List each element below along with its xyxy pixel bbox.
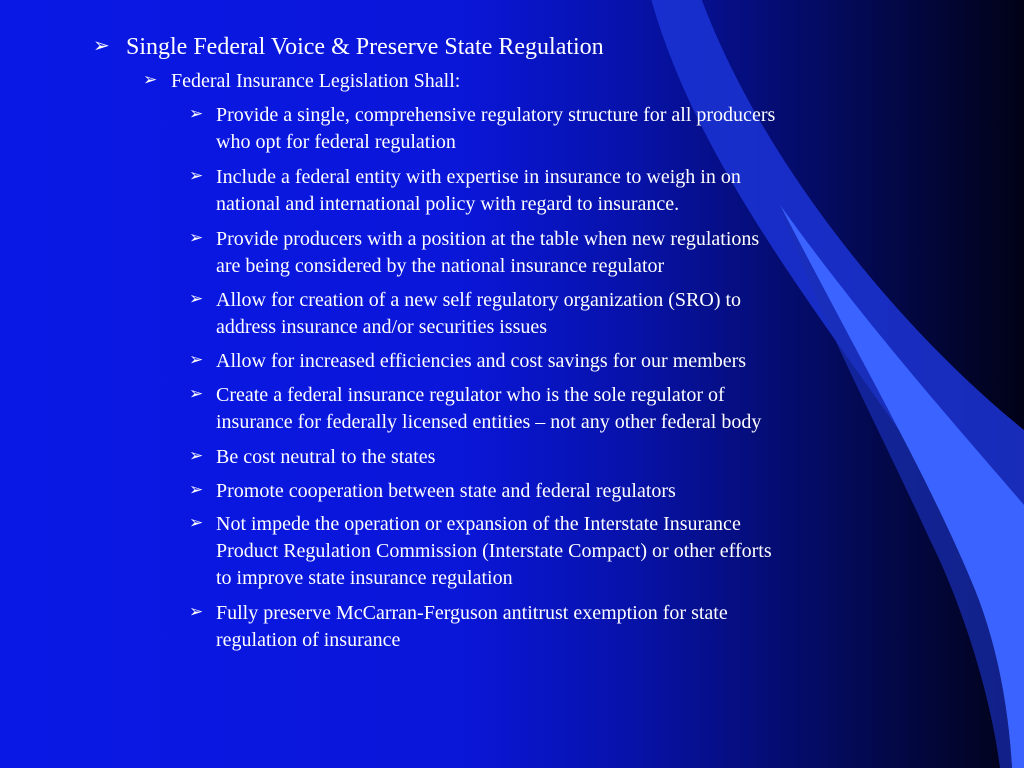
subheading-text: Federal Insurance Legislation Shall:	[171, 70, 461, 92]
list-item	[189, 164, 741, 218]
list-item	[189, 478, 676, 505]
arrow-bullet-icon: ➢	[189, 228, 204, 247]
bullet-level1	[93, 33, 604, 61]
list-item-text: Allow for creation of a new self regulatory organization (SRO) to address insurance and/or securities issues	[216, 289, 742, 338]
heading-text: Single Federal Voice & Preserve State Regulation	[126, 34, 604, 60]
list-item	[189, 348, 746, 375]
list-item-text: Create a federal insurance regulator who is the sole regulator of insurance for federally licensed entities – not any other federal body	[216, 384, 762, 433]
list-item-text: Provide producers with a position at the table when new regulations are being considered by the national insurance regulator	[216, 228, 760, 277]
arrow-bullet-icon: ➢	[143, 70, 158, 89]
arrow-bullet-icon: ➢	[189, 480, 204, 499]
arrow-bullet-icon: ➢	[189, 166, 204, 185]
list-item	[189, 382, 761, 436]
arrow-bullet-icon: ➢	[189, 446, 204, 465]
arrow-bullet-icon: ➢	[93, 35, 110, 57]
list-item-text: Allow for increased efficiencies and cost savings for our members	[216, 350, 747, 372]
arrow-bullet-icon: ➢	[189, 602, 204, 621]
arrow-bullet-icon: ➢	[189, 350, 204, 369]
arrow-bullet-icon: ➢	[189, 104, 204, 123]
list-item-text: Be cost neutral to the states	[216, 446, 436, 468]
list-item-text: Promote cooperation between state and federal regulators	[216, 480, 676, 502]
list-item	[189, 600, 728, 654]
bullet-level2	[143, 68, 460, 94]
arrow-bullet-icon: ➢	[189, 289, 204, 308]
list-item	[189, 226, 759, 280]
list-item-text: Fully preserve McCarran-Ferguson antitrust exemption for state regulation of insurance	[216, 602, 728, 651]
arrow-bullet-icon: ➢	[189, 384, 204, 403]
list-item	[189, 511, 772, 592]
arrow-bullet-icon: ➢	[189, 513, 204, 532]
list-item	[189, 102, 775, 156]
list-item-text: Provide a single, comprehensive regulatory structure for all producers who opt for federal regulation	[216, 104, 776, 153]
list-item	[189, 287, 741, 341]
list-item-text: Not impede the operation or expansion of the Interstate Insurance Product Regulation Commission (Interstate Compact) or other efforts to improve state insurance regulation	[216, 513, 772, 589]
list-item-text: Include a federal entity with expertise in insurance to weigh in on national and international policy with regard to insurance.	[216, 166, 741, 215]
list-item	[189, 444, 435, 471]
